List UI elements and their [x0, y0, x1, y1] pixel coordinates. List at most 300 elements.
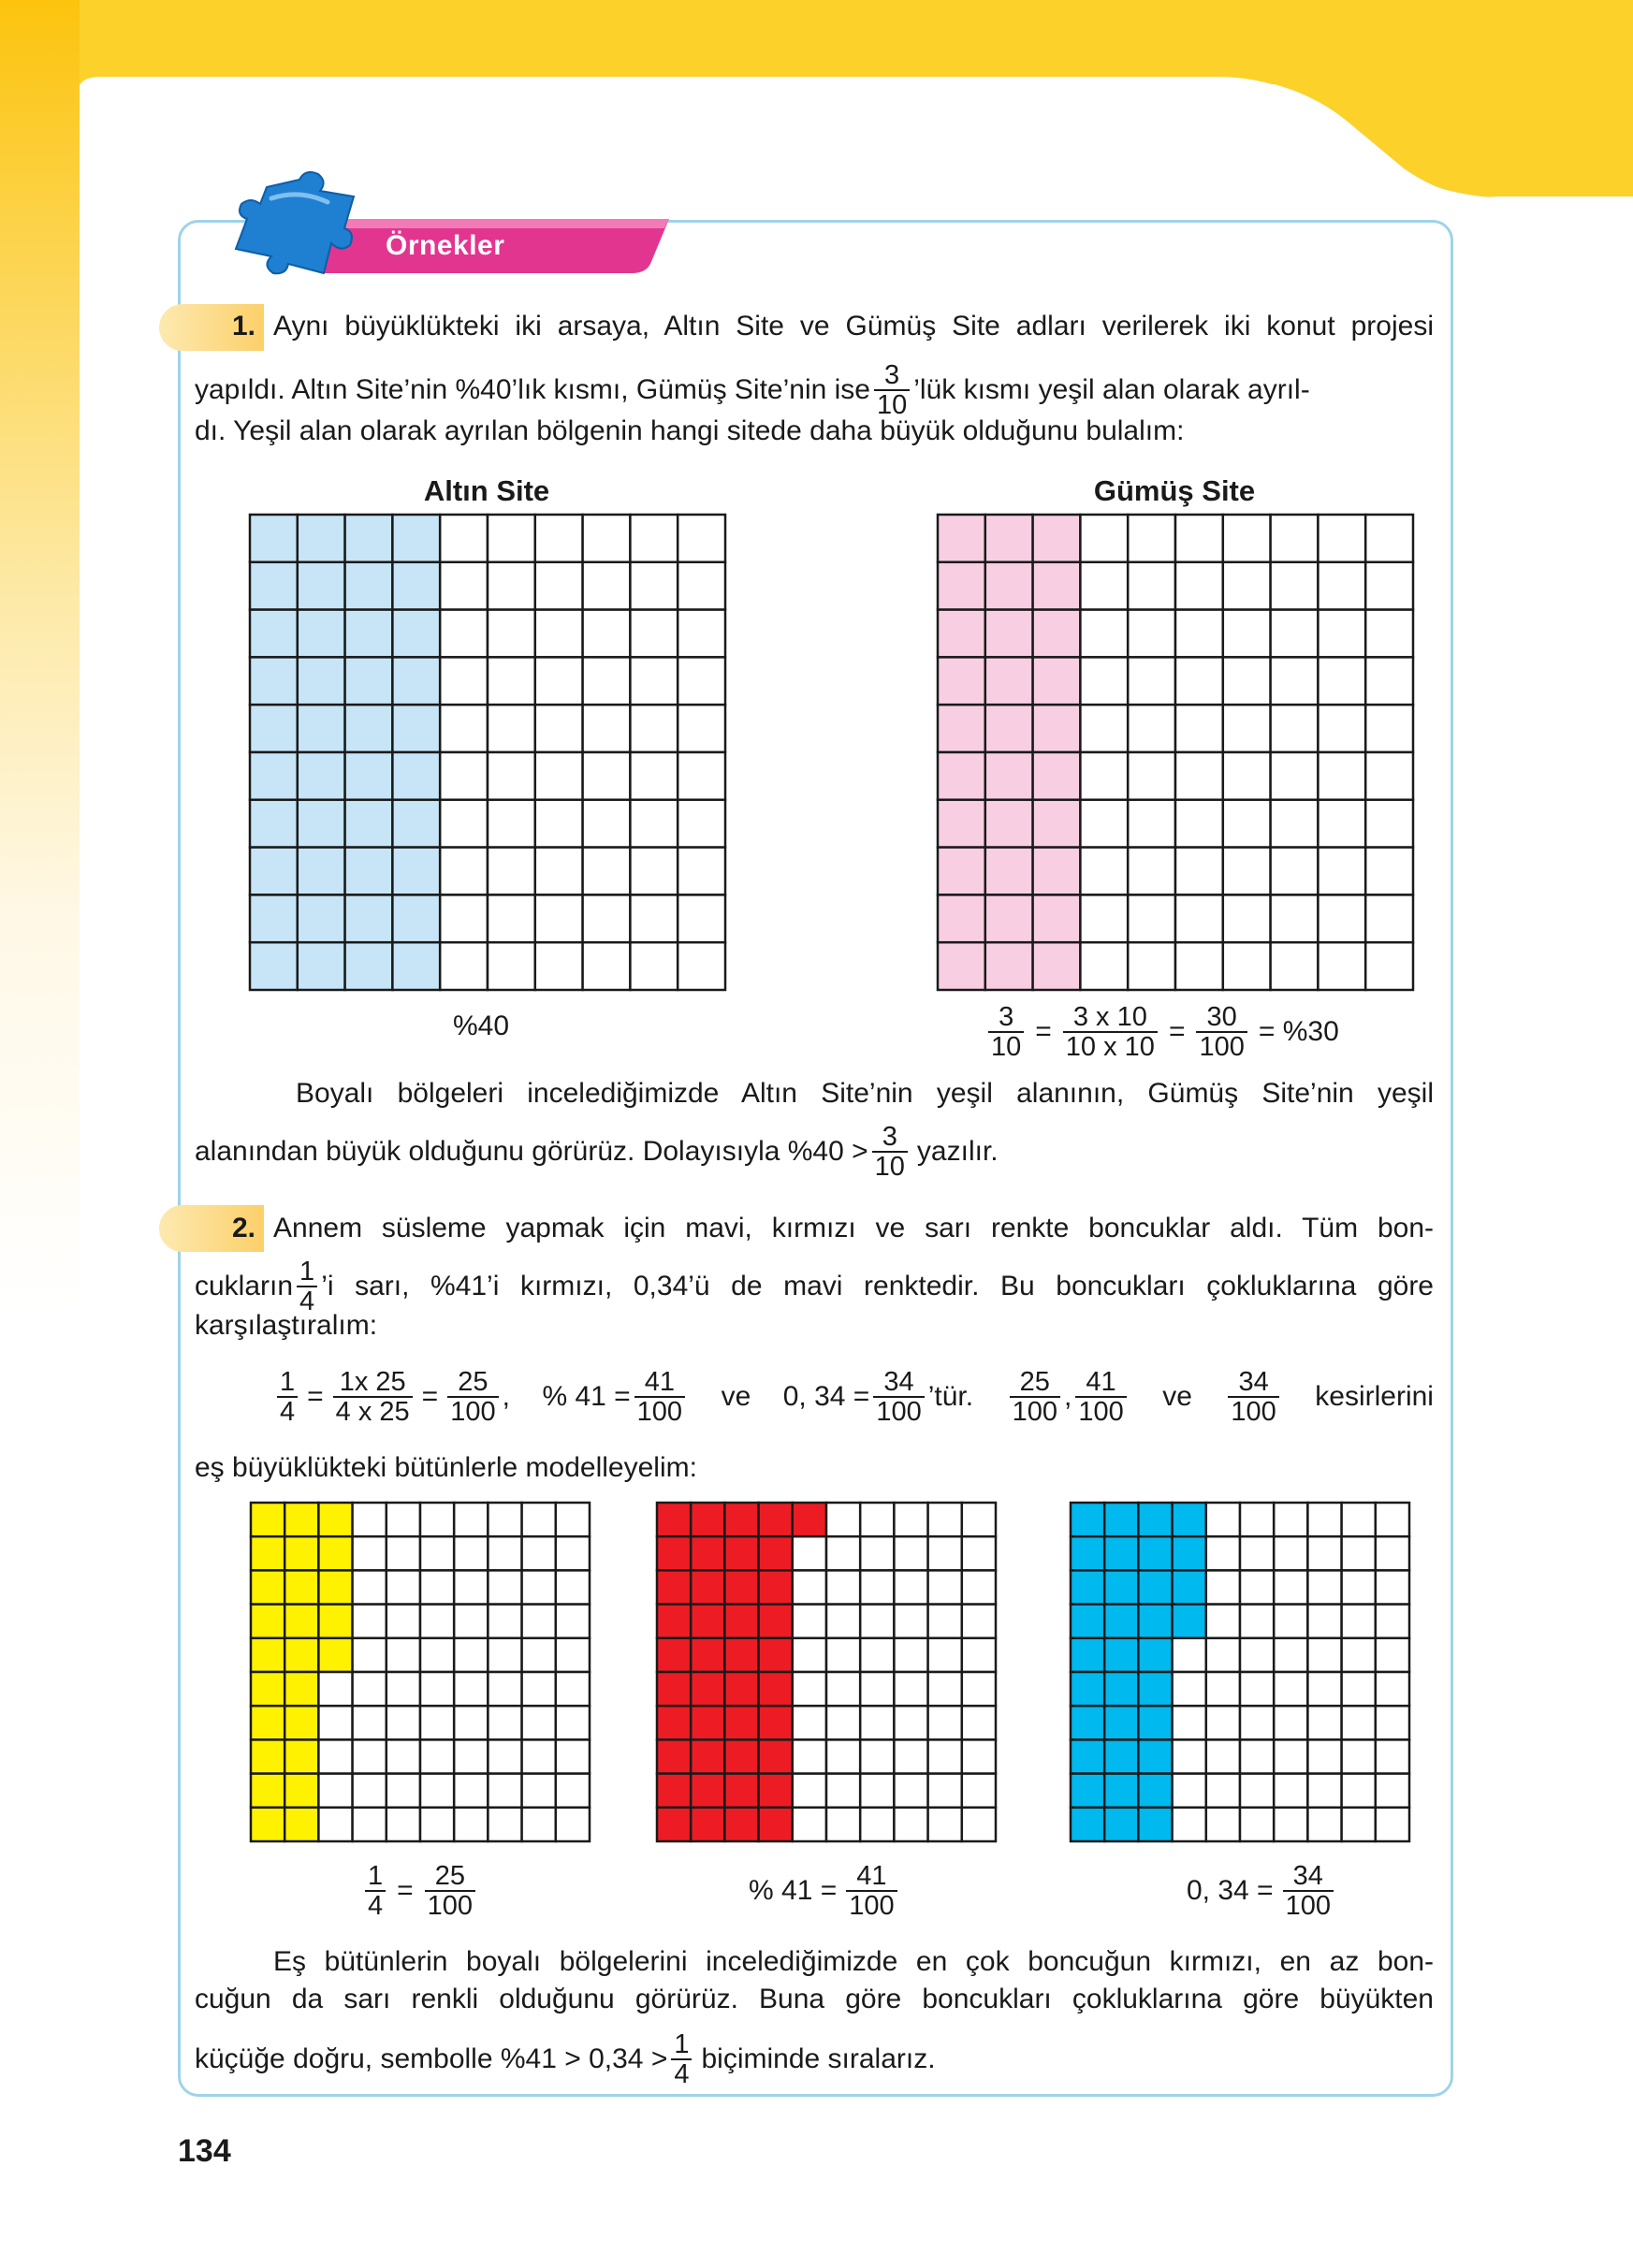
grid-cell-shaded — [345, 562, 393, 610]
grid-cell — [522, 1774, 556, 1808]
grid-cell — [793, 1808, 826, 1841]
fraction-denominator: 100 — [1199, 1032, 1245, 1062]
grid-cell — [535, 942, 583, 990]
grid-cell — [1342, 1706, 1376, 1739]
grid-cell — [860, 1638, 894, 1672]
grid-cell — [928, 1536, 962, 1570]
grid-cell — [1318, 942, 1365, 990]
decimal-text: 0, 34 = — [782, 1381, 870, 1412]
grid-cell — [522, 1638, 556, 1672]
grid-cell — [420, 1605, 454, 1638]
page-number: 134 — [178, 2133, 231, 2169]
grid-cell-shaded — [284, 1503, 318, 1536]
grid-cell-shaded — [345, 848, 393, 895]
grid-cell-shaded — [938, 894, 985, 942]
grid-cell — [826, 1536, 860, 1570]
grid-cell-shaded — [759, 1536, 793, 1570]
grid-cell-shaded — [284, 1672, 318, 1706]
grid-cell-shaded — [985, 562, 1033, 610]
grid-cell — [1376, 1638, 1409, 1672]
grid-cell — [488, 1739, 521, 1773]
grid-cell-shaded — [1138, 1638, 1172, 1672]
grid-cell-shaded — [251, 1672, 284, 1706]
grid-cell-shaded — [759, 1638, 793, 1672]
grid-cell-shaded — [1104, 1774, 1138, 1808]
equals-sign: = — [421, 1381, 439, 1412]
grid-cell-shaded — [1033, 515, 1081, 562]
equals-sign: = — [397, 1875, 414, 1906]
grid-cell — [440, 800, 488, 848]
grid-cell-shaded — [284, 1706, 318, 1739]
grid-cell — [1318, 848, 1365, 895]
grid-cell — [583, 610, 631, 658]
grid-cell — [386, 1706, 420, 1739]
grid-cell-shaded — [1033, 705, 1081, 752]
grid-cell-shaded — [657, 1570, 691, 1604]
grid-cell — [928, 1672, 962, 1706]
grid-cell — [1274, 1706, 1307, 1739]
grid-cell-shaded — [657, 1808, 691, 1841]
grid-cell-shaded — [1033, 800, 1081, 848]
grid-cell-shaded — [938, 657, 985, 705]
caption-text: % 41 = — [749, 1875, 838, 1906]
grid-cell-shaded — [318, 1536, 352, 1570]
grid-cell — [1240, 1536, 1274, 1570]
grid-cell — [535, 848, 583, 895]
grid-cell — [1173, 1739, 1206, 1773]
grid-cell — [454, 1808, 488, 1841]
grid-cell — [556, 1503, 590, 1536]
grid-cell — [318, 1739, 352, 1773]
grid-cell — [318, 1706, 352, 1739]
grid-cell — [630, 942, 678, 990]
fraction-denominator: 100 — [636, 1397, 683, 1427]
grid-cell-shaded — [691, 1503, 724, 1536]
grid-cell — [1274, 1503, 1307, 1536]
grid-cell-shaded — [392, 800, 440, 848]
grid-cell — [1128, 610, 1175, 658]
grid-cell — [420, 1739, 454, 1773]
grid-cell-shaded — [345, 610, 393, 658]
fraction-3-10 — [874, 361, 910, 419]
grid-cell-shaded — [657, 1503, 691, 1536]
grid-cell — [583, 657, 631, 705]
grid-cell-shaded — [985, 515, 1033, 562]
eq-group — [273, 1368, 510, 1426]
grid-cell — [962, 1706, 996, 1739]
fraction — [425, 1862, 475, 1920]
grid-cell-shaded — [345, 800, 393, 848]
grid-cell — [488, 562, 535, 610]
grid-cell — [454, 1638, 488, 1672]
grid-cell — [630, 894, 678, 942]
fraction-denominator: 100 — [876, 1397, 922, 1427]
grid-cell — [793, 1638, 826, 1672]
grid-cell — [630, 657, 678, 705]
fraction-1-4 — [671, 2030, 692, 2088]
grid-cell — [962, 1808, 996, 1841]
grid-cell-shaded — [1071, 1774, 1104, 1808]
grid-cell — [1206, 1706, 1240, 1739]
grid-cell-shaded — [1033, 942, 1081, 990]
grid-cell — [1206, 1570, 1240, 1604]
grid-cell-shaded — [392, 562, 440, 610]
grid-cell — [1240, 1605, 1274, 1638]
fraction-3-10 — [872, 1123, 908, 1181]
grid-cell — [583, 705, 631, 752]
fraction-numerator: 25 — [447, 1368, 498, 1398]
grid-cell — [1223, 705, 1271, 752]
tur-text: ’tür. — [927, 1381, 974, 1412]
grid-cell — [386, 1536, 420, 1570]
grid-cell — [928, 1638, 962, 1672]
fraction-denominator: 4 x 25 — [335, 1397, 410, 1427]
grid-cell-shaded — [1071, 1706, 1104, 1739]
grid-cell — [826, 1739, 860, 1773]
grid-cell — [386, 1739, 420, 1773]
grid-cell-shaded — [759, 1605, 793, 1638]
fraction-denominator: 10 — [991, 1032, 1022, 1062]
grid-cell — [440, 562, 488, 610]
grid-cell — [1206, 1672, 1240, 1706]
grid-cell — [1080, 752, 1128, 800]
grid-cell — [1365, 657, 1413, 705]
grid-cell-shaded — [759, 1706, 793, 1739]
fraction-numerator: 34 — [1283, 1862, 1334, 1892]
grid-cell — [1080, 705, 1128, 752]
grid-cell — [1080, 800, 1128, 848]
grid-cell — [962, 1672, 996, 1706]
grid-cell-shaded — [1104, 1570, 1138, 1604]
grid-cell — [488, 1570, 521, 1604]
grid-cell-shaded — [251, 1605, 284, 1638]
grid-cell — [1206, 1808, 1240, 1841]
grid-cell-shaded — [759, 1774, 793, 1808]
fraction-denominator: 4 — [299, 1287, 315, 1316]
grid-cell — [678, 562, 725, 610]
grid-cell — [1240, 1706, 1274, 1739]
grid-cell — [860, 1774, 894, 1808]
grid-cell — [894, 1503, 927, 1536]
fraction-denominator: 100 — [849, 1891, 895, 1921]
grid-cell — [1128, 848, 1175, 895]
grid-cell — [894, 1706, 927, 1739]
equals-sign: = — [1168, 1016, 1186, 1047]
grid-cell — [1376, 1774, 1409, 1808]
fraction-numerator: 1 — [277, 1368, 298, 1398]
grid-cell-shaded — [1138, 1570, 1172, 1604]
grid-cell — [793, 1672, 826, 1706]
example-2-conclusion-line-2: cuğun da sarı renkli olduğunu görürüz. Buna göre boncukları çokluklarına göre büyükten — [195, 1984, 1434, 2014]
grid-cell-shaded — [724, 1706, 758, 1739]
example-1-text-line-3: dı. Yeşil alan olarak ayrılan bölgenin hangi sitede daha büyük olduğunu bulalım: — [195, 415, 1185, 446]
grid-cell — [1206, 1605, 1240, 1638]
grid-cell — [488, 848, 535, 895]
grid-cell — [454, 1570, 488, 1604]
grid-cell — [488, 1503, 521, 1536]
grid-cell — [1274, 1638, 1307, 1672]
grid-cell — [488, 610, 535, 658]
grid-cell — [535, 752, 583, 800]
header-title: Örnekler — [386, 230, 505, 261]
grid-cell — [1080, 894, 1128, 942]
example-1-conclusion-line-2 — [195, 1123, 999, 1181]
grid-cell-shaded — [1104, 1672, 1138, 1706]
grid-cell-shaded — [759, 1739, 793, 1773]
grid-cell — [1307, 1706, 1341, 1739]
grid-cell-shaded — [1071, 1808, 1104, 1841]
grid-cell — [440, 752, 488, 800]
fraction-numerator: 25 — [425, 1862, 475, 1892]
grid-cell — [1376, 1706, 1409, 1739]
grid-cell — [556, 1739, 590, 1773]
grid-cell — [440, 894, 488, 942]
grid-cell-shaded — [284, 1808, 318, 1841]
grid-cell — [1376, 1808, 1409, 1841]
grid-cell — [962, 1739, 996, 1773]
grid-cell — [583, 800, 631, 848]
grid-cell — [1175, 942, 1223, 990]
caption-yellow — [361, 1862, 479, 1920]
grid-cell-shaded — [691, 1605, 724, 1638]
grid-cell — [962, 1536, 996, 1570]
grid-cell — [1128, 800, 1175, 848]
grid-cell-shaded — [657, 1638, 691, 1672]
grid-cell — [678, 705, 725, 752]
grid-cell — [1376, 1672, 1409, 1706]
grid-cell-shaded — [938, 705, 985, 752]
grid-cell — [556, 1672, 590, 1706]
grid-cell-shaded — [1173, 1536, 1206, 1570]
hundred-grid-gumus — [936, 513, 1415, 992]
grid-cell-shaded — [251, 1536, 284, 1570]
fraction-denominator: 100 — [1285, 1891, 1331, 1921]
grid-cell-shaded — [298, 705, 345, 752]
grid-cell — [1206, 1739, 1240, 1773]
grid-cell — [860, 1536, 894, 1570]
grid-cell-shaded — [318, 1605, 352, 1638]
grid-cell-shaded — [318, 1503, 352, 1536]
hundred-grid-yellow — [249, 1501, 591, 1843]
grid-cell-shaded — [345, 942, 393, 990]
grid-cell — [630, 848, 678, 895]
grid-cell — [1128, 942, 1175, 990]
percent-result: = %30 — [1258, 1016, 1339, 1047]
grid-cell-shaded — [1071, 1503, 1104, 1536]
grid-cell-shaded — [1033, 610, 1081, 658]
grid-cell — [488, 657, 535, 705]
grid-cell-shaded — [1138, 1706, 1172, 1739]
grid-cell — [318, 1774, 352, 1808]
grid-cell-shaded — [284, 1638, 318, 1672]
grid-cell-shaded — [1173, 1605, 1206, 1638]
grid-cell — [488, 1774, 521, 1808]
grid-cell-shaded — [284, 1774, 318, 1808]
grid-cell — [440, 848, 488, 895]
grid-cell — [1271, 894, 1319, 942]
grid-cell — [1080, 515, 1128, 562]
grid-cell — [1175, 752, 1223, 800]
grid-cell-shaded — [392, 657, 440, 705]
grid-cell — [860, 1605, 894, 1638]
grid-cell-shaded — [1138, 1503, 1172, 1536]
grid-cell — [894, 1536, 927, 1570]
example-1-text-line-2a: yapıldı. Altın Site’nin %40’lık kısmı, Gümüş Site’nin ise — [195, 374, 870, 405]
grid-cell-shaded — [1104, 1638, 1138, 1672]
grid-cell — [1274, 1605, 1307, 1638]
examples-header — [234, 170, 683, 283]
grid-cell — [894, 1808, 927, 1841]
fraction — [1010, 1368, 1060, 1426]
grid-cell-shaded — [691, 1706, 724, 1739]
grid-cell — [556, 1706, 590, 1739]
grid-cell — [386, 1638, 420, 1672]
grid-cell — [928, 1605, 962, 1638]
grid-cell-shaded — [724, 1739, 758, 1773]
fraction — [873, 1368, 924, 1426]
grid-cell — [793, 1706, 826, 1739]
grid-cell — [1080, 942, 1128, 990]
grid-cell — [860, 1503, 894, 1536]
grid-cell — [1240, 1503, 1274, 1536]
grid-cell — [353, 1739, 386, 1773]
fraction-denominator: 10 — [874, 1152, 905, 1182]
grid-cell — [583, 562, 631, 610]
caption-text: 0, 34 = — [1187, 1875, 1274, 1906]
grid-cell — [1128, 562, 1175, 610]
grid-cell — [1307, 1570, 1341, 1604]
grid-cell — [1365, 705, 1413, 752]
grid-cell — [1175, 562, 1223, 610]
fraction-numerator: 41 — [1075, 1368, 1126, 1398]
grid-cell — [1274, 1774, 1307, 1808]
grid-cell — [1365, 752, 1413, 800]
grid-cell — [1274, 1739, 1307, 1773]
grid-cell — [1271, 942, 1319, 990]
grid-cell — [1342, 1570, 1376, 1604]
grid-cell — [1318, 610, 1365, 658]
fraction-denominator: 100 — [1012, 1397, 1057, 1427]
grid-cell — [1274, 1570, 1307, 1604]
fraction — [1228, 1368, 1278, 1426]
grid-cell — [894, 1638, 927, 1672]
grid-cell-shaded — [724, 1536, 758, 1570]
grid-cell — [1271, 610, 1319, 658]
grid-cell — [1307, 1503, 1341, 1536]
grid-cell — [1342, 1808, 1376, 1841]
grid-cell — [1342, 1638, 1376, 1672]
grid-cell — [826, 1605, 860, 1638]
fraction — [1196, 1003, 1247, 1061]
grid-cell — [1342, 1739, 1376, 1773]
grid-cell-shaded — [724, 1638, 758, 1672]
grid-cell-shaded — [691, 1739, 724, 1773]
grid-cell-shaded — [1138, 1739, 1172, 1773]
grid-cell-shaded — [298, 752, 345, 800]
grid-cell — [1365, 610, 1413, 658]
grid-cell-shaded — [298, 562, 345, 610]
grid-cell — [1376, 1570, 1409, 1604]
example-2-conclusion-line-3 — [195, 2030, 936, 2088]
grid-cell — [962, 1570, 996, 1604]
hundred-grid-altin — [248, 513, 727, 992]
grid-cell-shaded — [284, 1739, 318, 1773]
fraction-numerator: 41 — [634, 1368, 685, 1398]
grid-cell — [454, 1739, 488, 1773]
grid-cell — [1271, 800, 1319, 848]
grid-cell — [1376, 1739, 1409, 1773]
grid-cell — [535, 657, 583, 705]
grid-cell — [826, 1706, 860, 1739]
example-2-conclusion-line-1: Eş bütünlerin boyalı bölgelerini incelediğimizde en çok boncuğun kırmızı, en az bon- — [273, 1946, 1434, 1977]
example-2-number: 2. — [232, 1213, 256, 1243]
grid-cell — [630, 705, 678, 752]
grid-cell-shaded — [985, 705, 1033, 752]
grid-cell-shaded — [657, 1774, 691, 1808]
percent-text: % 41 = — [542, 1381, 631, 1412]
fraction-denominator: 4 — [368, 1891, 384, 1921]
grid-cell — [1271, 752, 1319, 800]
grid-cell — [488, 942, 535, 990]
grid-cell — [1080, 610, 1128, 658]
grid-cell — [1240, 1739, 1274, 1773]
grid-cell-shaded — [657, 1536, 691, 1570]
grid-cell-shaded — [1033, 848, 1081, 895]
example-1-text-line-2 — [195, 361, 1434, 419]
grid-cell — [1271, 657, 1319, 705]
conclusion-text: alanından büyük olduğunu görürüz. Dolayısıyla %40 > — [195, 1136, 868, 1167]
grid-cell-shaded — [251, 1503, 284, 1536]
grid-cell-shaded — [345, 894, 393, 942]
fraction-numerator: 3 — [872, 1123, 908, 1153]
caption-blue — [1187, 1862, 1337, 1920]
grid-cell — [1223, 752, 1271, 800]
grid-cell-shaded — [1138, 1774, 1172, 1808]
grid-cell-shaded — [691, 1672, 724, 1706]
grid-cell — [1271, 848, 1319, 895]
grid-cell — [630, 752, 678, 800]
grid-cell — [386, 1774, 420, 1808]
grid-cell — [318, 1808, 352, 1841]
grid-cell — [1318, 752, 1365, 800]
grid-cell-shaded — [392, 894, 440, 942]
grid-cell — [488, 1706, 521, 1739]
grid-cell-shaded — [1071, 1570, 1104, 1604]
grid-cell-shaded — [284, 1605, 318, 1638]
fraction-numerator: 3 — [874, 361, 910, 391]
grid-cell — [1175, 515, 1223, 562]
grid-cell — [1175, 894, 1223, 942]
grid-cell-shaded — [759, 1570, 793, 1604]
comma: , — [502, 1381, 510, 1412]
grid-cell — [678, 610, 725, 658]
grid-cell — [440, 515, 488, 562]
example-2-model-line: eş büyüklükteki bütünlerle modelleyelim: — [195, 1452, 697, 1483]
grid-cell — [678, 894, 725, 942]
grid-cell-shaded — [1138, 1536, 1172, 1570]
grid-cell-shaded — [759, 1503, 793, 1536]
grid-cell — [1365, 562, 1413, 610]
grid-cell — [556, 1638, 590, 1672]
grid-cell-shaded — [392, 515, 440, 562]
grid-cell — [1128, 752, 1175, 800]
grid-cell — [894, 1605, 927, 1638]
grid-cell-shaded — [1173, 1570, 1206, 1604]
grid-cell — [1274, 1536, 1307, 1570]
grid-cell — [556, 1536, 590, 1570]
caption-altin-percent: %40 — [453, 1010, 510, 1041]
header-ribbon — [234, 170, 683, 283]
